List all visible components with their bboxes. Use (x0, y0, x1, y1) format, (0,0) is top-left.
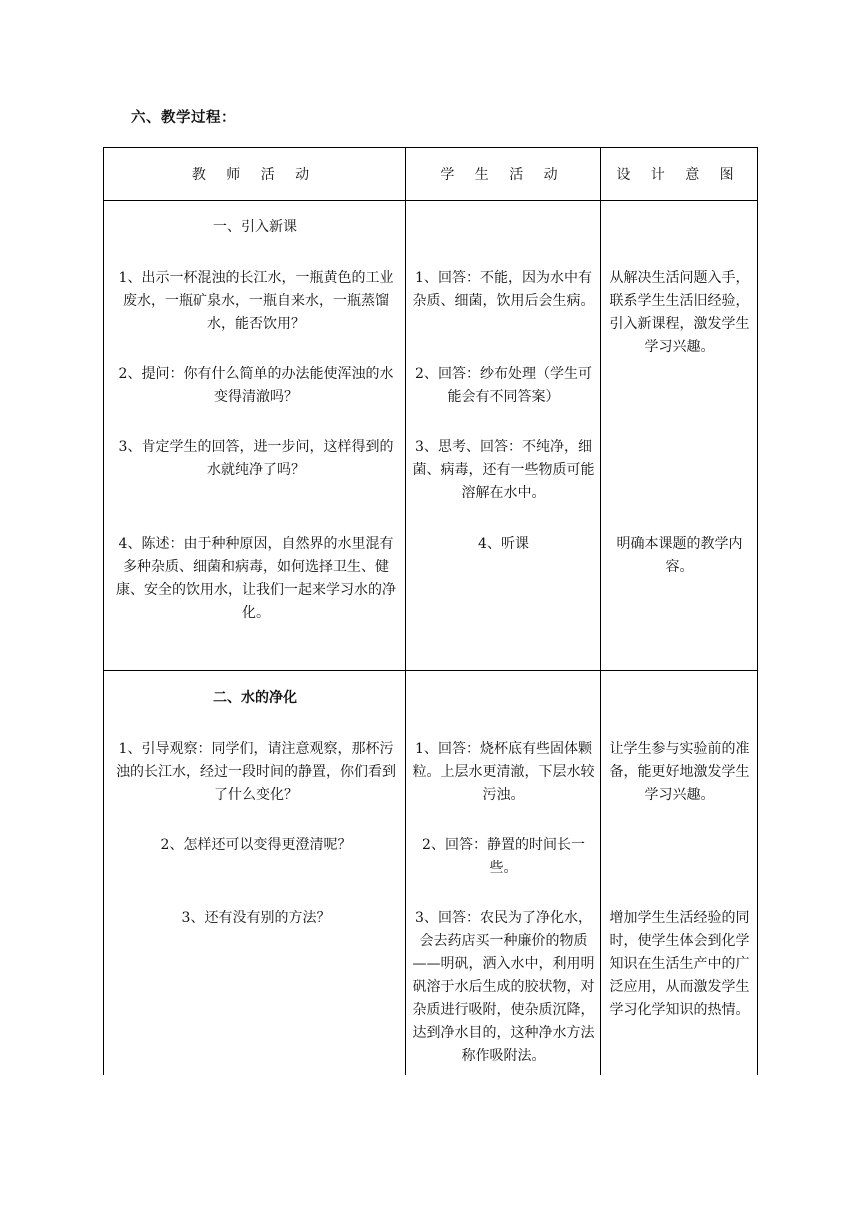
student-item: 2、回答：静置的时间长一些。 (422, 837, 585, 876)
teacher-cell-purification (104, 671, 406, 1075)
intent-item: 明确本课题的教学内容。 (616, 536, 743, 575)
student-cell-intro (406, 201, 601, 671)
student-item: 2、回答：纱布处理（学生可能会有不同答案） (415, 366, 592, 405)
intent-cell-purification (601, 671, 758, 1075)
student-item: 3、回答：农民为了净化水，会去药店买一种廉价的物质——明矾，洒入水中，利用明矾溶于水后生成的胶状物，对杂质进行吸附，使杂质沉降，达到净水目的，这种净水方法称作吸附法。 (412, 910, 595, 1064)
header-student-activity: 学 生 活 动 (406, 148, 601, 201)
header-teacher-activity: 教 师 活 动 (104, 148, 406, 201)
section-title-intro: 一、引入新课 (213, 219, 297, 235)
table-header-row (104, 148, 758, 201)
teacher-item: 1、引导观察：同学们，请注意观察，那杯污浊的长江水，经过一段时间的静置，你们看到了什么变化？ (116, 741, 396, 803)
teacher-item: 4、陈述：由于种种原因，自然界的水里混有多种杂质、细菌和病毒，如何选择卫生、健康、安全的饮用水，让我们一起来学习水的净化。 (116, 536, 396, 621)
section-title-purification: 二、水的净化 (213, 690, 297, 706)
student-item: 3、思考、回答：不纯净，细菌、病毒，还有一些物质可能溶解在水中。 (412, 439, 595, 501)
table-row-intro (104, 201, 758, 671)
section-heading: 六、教学过程： (131, 109, 236, 126)
teacher-item: 2、提问：你有什么简单的办法能使浑浊的水变得清澈吗？ (118, 366, 394, 405)
teaching-process-table (103, 147, 758, 1075)
student-item: 1、回答：烧杯底有些固体颗粒。上层水更清澈，下层水较污浊。 (412, 741, 595, 803)
student-item: 4、听课 (478, 536, 529, 552)
intent-item: 从解决生活问题入手，联系学生生活旧经验，引入新课程，激发学生学习兴趣。 (609, 270, 750, 355)
student-cell-purification (406, 671, 601, 1075)
header-design-intent: 设 计 意 图 (601, 148, 758, 201)
teacher-cell-intro (104, 201, 406, 671)
student-item: 1、回答：不能，因为水中有杂质、细菌，饮用后会生病。 (412, 270, 595, 309)
teacher-item: 3、还有没有别的方法？ (181, 910, 331, 926)
table-row-purification (104, 671, 758, 1075)
teacher-item: 3、肯定学生的回答，进一步问，这样得到的水就纯净了吗？ (118, 439, 394, 478)
intent-item: 增加学生生活经验的同时，使学生体会到化学知识在生活生产中的广泛应用，从而激发学生学习化学知识的热情。 (609, 910, 750, 1018)
teacher-item: 1、出示一杯混浊的长江水，一瓶黄色的工业废水，一瓶矿泉水，一瓶自来水，一瓶蒸馏水，能否饮用？ (118, 270, 394, 332)
intent-cell-intro (601, 201, 758, 671)
intent-item: 让学生参与实验前的准备，能更好地激发学生学习兴趣。 (609, 741, 750, 803)
teacher-item: 2、怎样还可以变得更澄清呢？ (160, 837, 352, 853)
